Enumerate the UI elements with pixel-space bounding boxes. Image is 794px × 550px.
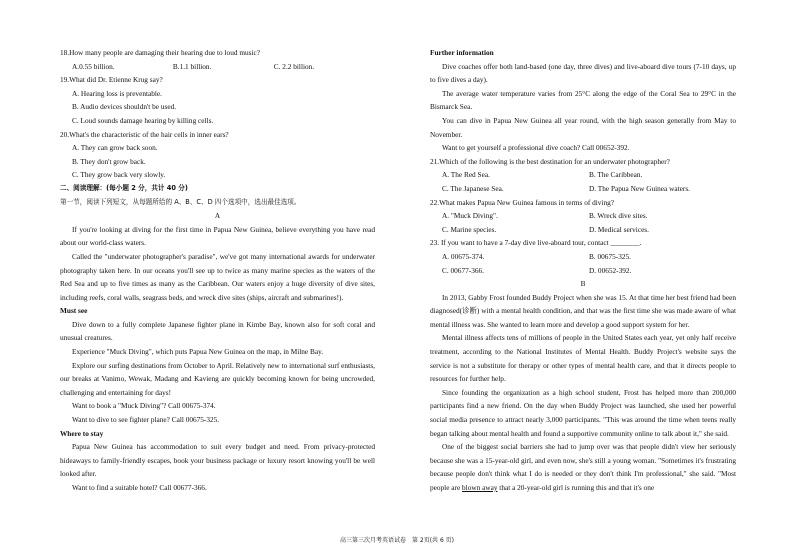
q18-option-b: B.1.1 billion. xyxy=(172,61,212,71)
q22-options-row xyxy=(430,223,736,237)
q20-stem: 20.What's the characteristic of the hair cells in inner ears? xyxy=(60,129,229,139)
heading-must-see: Must see xyxy=(60,306,88,316)
passage-a-letter: A xyxy=(214,211,221,221)
q23-option-d: D. 00652-392. xyxy=(589,265,632,275)
right-column xyxy=(430,46,736,495)
passage-a-paragraph: Papua New Guinea has accommodation to suit every budget and need. From privacy-protected hideaways to family-friendly escapes, book your business package or luxury resort knowing you'll be well looked after. xyxy=(60,442,375,479)
q23-option-b: B. 00675-325. xyxy=(589,251,631,261)
paragraph-text: One of the biggest social barriers she had to jump over was that people didn't view her seriously because she was a 15-year-old girl, and even now, she's still a young woman. "Sometimes it's frustrating because people don't think what I do is needed or they don't think I'm professional," she said. "Most people are xyxy=(430,442,736,492)
passage-a-paragraph: Want to get yourself a professional dive coach? Call 00652-392. xyxy=(442,143,630,153)
q21-option-a: A. The Red Sea. xyxy=(442,170,490,180)
passage-b-paragraph: Since founding the organization as a high school student, Frost has helped more than 200,000 participants find a new friend. On the day when Buddy Project was launched, she used her powerful social media presence to attract nearly 3,000 participants. "This was around the time when teens really began talking about mental health and found a supportive community online to talk about it," she said. xyxy=(430,387,736,438)
section-title: 二、阅读理解：(每小题 2 分，共计 40 分) xyxy=(60,183,188,192)
heading-where-to-stay: Where to stay xyxy=(60,428,104,438)
q23-option-c: C. 00677-366. xyxy=(442,265,484,275)
passage-b-paragraph: In 2013, Gabby Frost founded Buddy Project when she was 15. At that time her best friend had been diagnosed(诊断) with a mental health condition, and that was the first time she was made aware of what mental illness was. She wanted to learn more and develop a good support system for her. xyxy=(430,292,736,329)
q23-options-row xyxy=(430,250,736,264)
page-footer: 高三第三次月考英语试卷 第 2页(共 6 页) xyxy=(339,537,455,544)
q19-option-a: A. Hearing loss is preventable. xyxy=(72,88,162,98)
q21-option-c: C. The Japanese Sea. xyxy=(442,183,504,193)
passage-a-paragraph: The average water temperature varies from 25°C along the edge of the Coral Sea to 29°C in the Bismarck Sea. xyxy=(430,88,736,112)
passage-a-paragraph: Want to book a "Muck Diving"? Call 00675-374. xyxy=(72,401,216,411)
heading-further-information: Further information xyxy=(430,48,494,57)
left-column xyxy=(60,46,375,495)
passage-a-paragraph: If you're looking at diving for the first time in Papua New Guinea, believe everything you have read about our world-class waters. xyxy=(60,224,375,248)
underlined-phrase: blown away xyxy=(462,483,498,492)
q18-option-a: A.0.55 billion. xyxy=(72,61,115,71)
q18-options xyxy=(60,60,375,74)
q18-option-c: C. 2.2 billion. xyxy=(273,61,315,71)
q22-option-b: B. Wreck dive sites. xyxy=(589,211,648,221)
q21-stem: 21.Which of the following is the best destination for an underwater photographer? xyxy=(430,156,670,166)
q21-options-row xyxy=(430,182,736,196)
section-instructions: 第一节，阅读下列短文，从每题所给的 A、B、C、D 四个选项中，选出最佳选项。 xyxy=(60,197,301,206)
q23-options-row xyxy=(430,264,736,278)
q23-option-a: A. 00675-374. xyxy=(442,251,485,261)
passage-a-paragraph: You can dive in Papua New Guinea all year round, with the high season generally from May to November. xyxy=(430,115,736,139)
passage-b-letter: B xyxy=(580,279,586,289)
q21-option-d: D. The Papua New Guinea waters. xyxy=(589,183,690,193)
q22-option-a: A. "Muck Diving". xyxy=(442,211,498,221)
q18-stem: 18.How many people are damaging their hearing due to loud music? xyxy=(60,48,260,57)
q20-option-a: A. They can grow back soon. xyxy=(72,143,158,153)
q20-option-c: C. They grow back very slowly. xyxy=(72,170,166,180)
passage-b-paragraph xyxy=(430,440,736,494)
passage-a-paragraph: Want to dive to see fighter plane? Call 00675-325. xyxy=(72,415,220,425)
q20-option-b: B. They don't grow back. xyxy=(72,156,146,166)
q22-options-row xyxy=(430,209,736,223)
q22-stem: 22.What makes Papua New Guinea famous in terms of diving? xyxy=(430,197,614,207)
q19-option-b: B. Audio devices shouldn't be used. xyxy=(72,102,177,112)
passage-a-paragraph: Want to find a suitable hotel? Call 00677-366. xyxy=(72,483,207,492)
passage-a-paragraph: Experience "Muck Diving", which puts Papua New Guinea on the map, in Milne Bay. xyxy=(72,347,324,357)
q19-stem: 19.What did Dr. Etienne Krug say? xyxy=(60,75,163,85)
passage-a-paragraph: Called the "underwater photographer's paradise", we've got many international awards for underwater photography taken here. In our oceans you'll see up to twice as many marine species as the waters of the Red Sea and up to five times as many as the Caribbean. Our waters enjoy a huge diversity of dive sites, including reefs, coral walls, seagrass beds, and wreck dive sites (ships, aircraft and submarines!). xyxy=(60,251,375,302)
passage-a-paragraph: Explore our surfing destinations from October to April. Relatively new to international surf enthusiasts, our breaks at Vanimo, Wewak, Madang and Kavieng are quickly becoming known for being uncrowded, challenging and entertaining for days! xyxy=(60,360,375,397)
q22-option-d: D. Medical services. xyxy=(589,224,649,234)
passage-a-paragraph: Dive coaches offer both land-based (one day, three dives) and live-aboard dive tours (7-10 days, up to five dives a day). xyxy=(430,61,736,85)
q19-option-c: C. Loud sounds damage hearing by killing cells. xyxy=(72,115,214,125)
passage-b-paragraph: Mental illness affects tens of millions of people in the United States each year, yet only half receive treatment, according to the National Institutes of Mental Health. Buddy Project's website says the service is not a substitute for therapy or other types of mental health care, and that it directs people to resources for further help. xyxy=(430,333,736,384)
q23-stem: 23. If you want to have a 7-day dive live-aboard tour, contact ________. xyxy=(430,238,642,248)
paragraph-text: that a 20-year-old girl is running this and that it's one xyxy=(497,483,655,492)
q21-option-b: B. The Caribbean. xyxy=(589,170,643,180)
q22-option-c: C. Marine species. xyxy=(442,224,497,234)
q21-options-row xyxy=(430,168,736,182)
passage-a-paragraph: Dive down to a fully complete Japanese fighter plane in Kimbe Bay, known also for soft coral and unusual creatures. xyxy=(60,319,375,343)
